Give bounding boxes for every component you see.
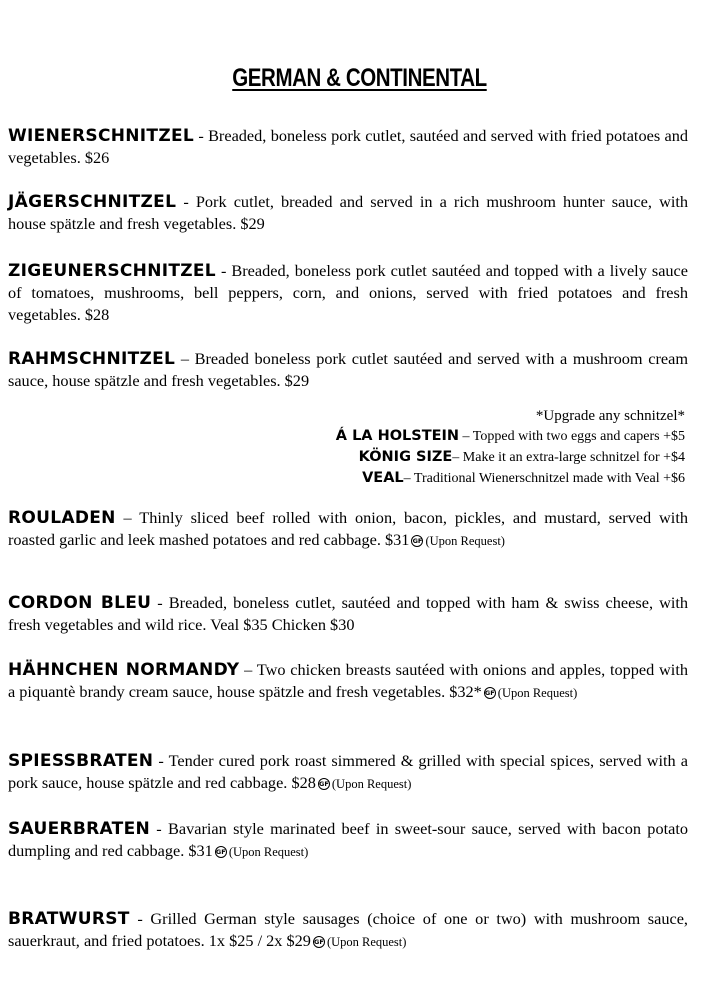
item-note: (Upon Request)	[228, 845, 309, 859]
menu-item-bratwurst: BRATWURST - Grilled German style sausages (choice of one or two) with mushroom sauce, sauerkraut, and fried potatoes. 1x $25 / 2x $29 GF (Upon Request)	[8, 909, 688, 950]
item-name: BRATWURST	[8, 909, 130, 929]
item-description: Breaded, boneless pork cutlet, sautéed and served with fried potatoes and vegetables. $26	[8, 126, 688, 167]
item-description: Breaded, boneless cutlet, sautéed and topped with ham & swiss cheese, with fresh vegetables and wild rice. Veal $35 Chicken $30	[8, 593, 689, 634]
item-description: Tender cured pork roast simmered & grilled with special spices, served with a pork sauce, house spätzle and red cabbage. $28	[8, 751, 688, 792]
item-description: Two chicken breasts sautéed with onions and apples, topped with a piquantè brandy cream sauce, house spätzle and fresh vegetables. $32*	[8, 660, 688, 701]
gluten-free-icon: GF	[215, 848, 226, 857]
menu-item-jagerschnitzel: JÄGERSCHNITZEL - Pork cutlet, breaded and served in a rich mushroom hunter sauce, with house spätzle and fresh vegetables. $29	[8, 192, 689, 233]
item-name: SAUERBRATEN	[8, 819, 151, 839]
gluten-free-icon: GF	[318, 780, 329, 789]
item-note: (Upon Request)	[425, 534, 505, 548]
menu-item-rahmschnitzel: RAHMSCHNITZEL – Breaded boneless pork cutlet sautéed and served with a mushroom cream sauce, house spätzle and fresh vegetables. $29	[8, 349, 688, 390]
menu-item-spiessbraten: SPIESSBRATEN - Tender cured pork roast simmered & grilled with special spices, served with a pork sauce, house spätzle and red cabbage. $28 GF (Upon Request)	[8, 751, 688, 792]
upgrade-heading: *Upgrade any schnitzel*	[535, 408, 685, 424]
gluten-free-icon: GF	[412, 537, 423, 546]
item-name: ROULADEN	[8, 508, 116, 528]
upgrade-option: Á LA HOLSTEIN – Topped with two eggs and capers +$5	[335, 428, 685, 444]
item-description: Pork cutlet, breaded and served in a rich mushroom hunter sauce, with house spätzle and fresh vegetables. $29	[8, 192, 689, 233]
item-name: SPIESSBRATEN	[8, 751, 154, 771]
menu-item-cordon-bleu: CORDON BLEU - Breaded, boneless cutlet, sautéed and topped with ham & swiss cheese, with fresh vegetables and wild rice. Veal $35 Chicken $30	[8, 593, 689, 634]
item-description: Breaded boneless pork cutlet sautéed and served with a mushroom cream sauce, house spätzle and fresh vegetables. $29	[8, 349, 688, 390]
menu-item-sauerbraten: SAUERBRATEN - Bavarian style marinated beef in sweet-sour sauce, served with bacon potato dumpling and red cabbage. $31 GF (Upon Request)	[8, 819, 688, 860]
upgrade-option: VEAL– Traditional Wienerschnitzel made with Veal +$6	[362, 470, 685, 486]
gluten-free-icon: GF	[484, 689, 495, 698]
item-name: HÄHNCHEN NORMANDY	[8, 660, 240, 680]
menu-title: GERMAN & CONTINENTAL	[232, 64, 487, 92]
menu-item-wienerschnitzel: WIENERSCHNITZEL - Breaded, boneless pork cutlet, sautéed and served with fried potatoes and vegetables. $26	[8, 126, 688, 167]
schnitzel-upgrades	[336, 406, 685, 489]
menu-item-rouladen: ROULADEN – Thinly sliced beef rolled with onion, bacon, pickles, and mustard, served with roasted garlic and leek mashed potatoes and red cabbage. $31 GF (Upon Request)	[8, 508, 688, 549]
item-description: Grilled German style sausages (choice of one or two) with mushroom sauce, sauerkraut, and fried potatoes. 1x $25 / 2x $29	[8, 909, 688, 950]
menu-item-hahnchen-normandy: HÄHNCHEN NORMANDY – Two chicken breasts sautéed with onions and apples, topped with a piquantè brandy cream sauce, house spätzle and fresh vegetables. $32* GF (Upon Request)	[8, 660, 688, 701]
item-name: WIENERSCHNITZEL	[8, 126, 194, 146]
item-description: Thinly sliced beef rolled with onion, bacon, pickles, and mustard, served with roasted garlic and leek mashed potatoes and red cabbage. $31	[8, 508, 688, 549]
item-description: Bavarian style marinated beef in sweet-sour sauce, served with bacon potato dumpling and red cabbage. $31	[8, 819, 688, 860]
item-note: (Upon Request)	[326, 935, 407, 949]
gluten-free-icon: GF	[314, 938, 324, 947]
item-name: CORDON BLEU	[8, 593, 152, 613]
item-note: (Upon Request)	[497, 686, 578, 700]
item-description: Breaded, boneless pork cutlet sautéed and topped with a lively sauce of tomatoes, mushrooms, bell peppers, corn, and onions, served with fried potatoes and fresh vegetables. $28	[8, 261, 689, 324]
upgrade-option: KÖNIG SIZE– Make it an extra-large schnitzel for +$4	[358, 449, 685, 465]
item-name: JÄGERSCHNITZEL	[8, 192, 177, 212]
menu-item-zigeunerschnitzel: ZIGEUNERSCHNITZEL - Breaded, boneless pork cutlet sautéed and topped with a lively sauce of tomatoes, mushrooms, bell peppers, corn, and onions, served with fried potatoes and fresh vegetables. $28	[8, 261, 689, 324]
item-note: (Upon Request)	[331, 777, 412, 791]
item-name: ZIGEUNERSCHNITZEL	[8, 261, 216, 281]
item-name: RAHMSCHNITZEL	[8, 349, 176, 369]
